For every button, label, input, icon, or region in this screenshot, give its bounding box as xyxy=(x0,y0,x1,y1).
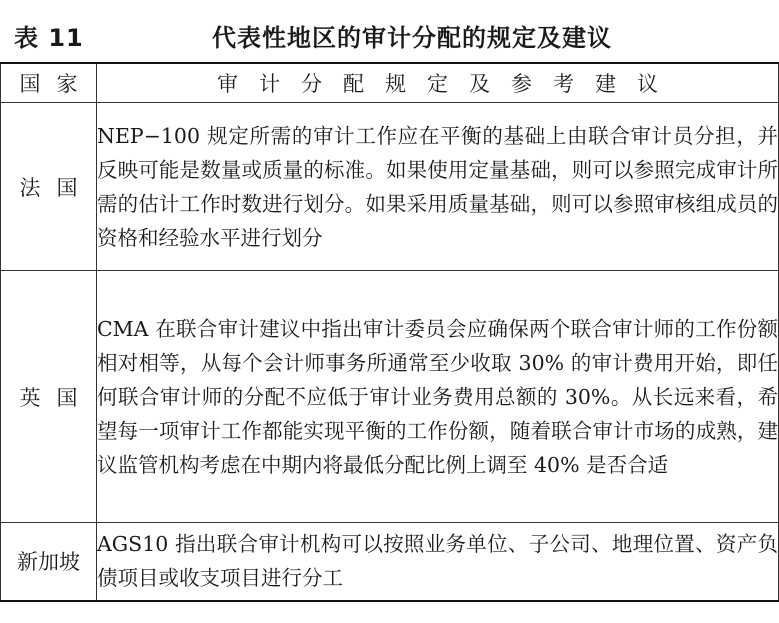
table-row-france xyxy=(1,103,779,271)
country-cell: 英国 xyxy=(1,271,97,523)
audit-allocation-table xyxy=(0,62,779,602)
table-header-row xyxy=(1,63,779,103)
table-row-uk xyxy=(1,271,779,523)
header-rule: 审计分配规定及参考建议 xyxy=(97,63,779,103)
table-number: 表 11 xyxy=(14,24,84,52)
table-title: 代表性地区的审计分配的规定及建议 xyxy=(212,24,612,52)
table-row-singapore xyxy=(1,523,779,601)
rule-cell: AGS10 指出联合审计机构可以按照业务单位、子公司、地理位置、资产负债项目或收支项目进行分工 xyxy=(97,523,779,601)
country-cell: 法国 xyxy=(1,103,97,271)
header-country: 国家 xyxy=(1,63,97,103)
rule-cell: CMA 在联合审计建议中指出审计委员会应确保两个联合审计师的工作份额相对相等，从每个会计师事务所通常至少收取 30% 的审计费用开始，即任何联合审计师的分配不应低于审计业务费用总额的 30%。从长远来看，希望每一项审计工作都能实现平衡的工作份额，随着联合审计市场的成熟，建议监管机构考虑在中期内将最低分配比例上调至 40% 是否合适 xyxy=(97,271,779,523)
rule-cell: NEP−100 规定所需的审计工作应在平衡的基础上由联合审计员分担，并反映可能是数量或质量的标准。如果使用定量基础，则可以参照完成审计所需的估计工作时数进行划分。如果采用质量基础，则可以参照审核组成员的资格和经验水平进行划分 xyxy=(97,103,779,271)
table-caption xyxy=(0,12,779,52)
country-cell: 新加坡 xyxy=(1,523,97,601)
